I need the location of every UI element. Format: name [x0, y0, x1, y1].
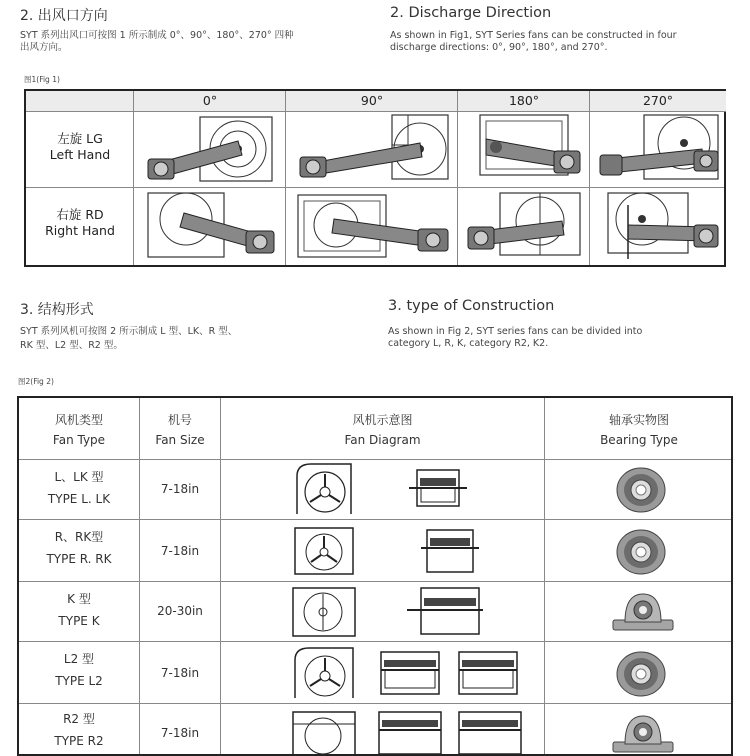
table-row-r2-type — [19, 708, 139, 752]
section-2-cn-desc: SYT 系列出风口可按图 1 所示制成 0°、90°、180°、270° 四种出风方向。 — [20, 30, 294, 53]
header-fan-type-en: Fan Type — [52, 433, 106, 447]
type-r2-front-diagram-b — [455, 708, 525, 754]
bearing-r2-icon — [609, 710, 677, 754]
lg-270-diagram — [598, 113, 722, 183]
fig2-table — [17, 396, 733, 756]
size-r: 7-18in — [160, 544, 200, 558]
section-2-en-title: 2. Discharge Direction — [390, 5, 552, 21]
fig1-table — [24, 89, 726, 267]
fig1-angle-270: 270° — [590, 91, 726, 112]
header-fan-diagram-cn: 风机示意图 — [352, 413, 413, 427]
section-2-en-desc-1: As shown in Fig1, SYT Series fans can be constructed in four — [390, 30, 677, 41]
rd-270-diagram — [598, 191, 722, 261]
right-hand-label — [26, 207, 134, 239]
section-3-cn-title: 3. 结构形式 — [20, 302, 94, 318]
type-r2-front-diagram-a — [375, 708, 445, 754]
fig1-angle-90: 90° — [286, 91, 458, 112]
lg-90-diagram — [296, 113, 452, 183]
section-2-en-desc-2: discharge directions: 0°, 90°, 180°, and 270°. — [390, 42, 608, 53]
left-hand-en: Left Hand — [49, 147, 111, 162]
bearing-l2-icon — [611, 648, 671, 698]
section-3-en-desc-1: As shown in Fig 2, SYT series fans can be divided into — [388, 326, 643, 337]
type-k-cn: K 型 — [67, 592, 91, 606]
header-bearing-type-en: Bearing Type — [600, 433, 678, 447]
size-k: 20-30in — [157, 604, 203, 618]
header-fan-diagram-en: Fan Diagram — [344, 433, 421, 447]
section-2-cn-title: 2. 出风口方向 — [20, 8, 108, 24]
rd-90-diagram — [294, 193, 452, 261]
header-fan-diagram — [221, 410, 544, 450]
header-bearing-type — [545, 410, 733, 450]
bearing-k-icon — [609, 588, 677, 634]
type-r-front-diagram — [419, 526, 481, 576]
header-fan-size-cn: 机号 — [167, 413, 192, 427]
fig1-corner — [26, 91, 134, 112]
fig1-angle-180: 180° — [458, 91, 590, 112]
rd-0-diagram — [144, 191, 278, 261]
left-hand-label — [26, 131, 134, 163]
table-row-r-type — [19, 526, 139, 570]
left-hand-cn: 左旋 LG — [57, 131, 103, 146]
size-r2: 7-18in — [160, 726, 200, 740]
type-l2-en: TYPE L2 — [55, 674, 103, 688]
fig1-angle-0: 0° — [134, 91, 286, 112]
table-row-k-type — [19, 588, 139, 632]
header-bearing-type-cn: 轴承实物图 — [608, 413, 669, 427]
header-fan-type-cn: 风机类型 — [54, 413, 103, 427]
type-r2-side-diagram — [289, 708, 361, 754]
section-3-en-title: 3. type of Construction — [388, 298, 555, 314]
type-l-en: TYPE L. LK — [47, 492, 111, 506]
right-hand-en: Right Hand — [45, 223, 115, 238]
type-r2-cn: R2 型 — [63, 712, 95, 726]
header-fan-size-en: Fan Size — [155, 433, 205, 447]
lg-0-diagram — [144, 115, 278, 183]
type-l2-cn: L2 型 — [63, 652, 95, 666]
type-r2-en: TYPE R2 — [54, 734, 104, 748]
header-fan-type — [19, 410, 139, 450]
lg-180-diagram — [466, 113, 584, 183]
header-fan-size — [140, 410, 220, 450]
type-k-en: TYPE K — [58, 614, 100, 628]
type-l-cn: L、LK 型 — [54, 470, 104, 484]
type-k-side-diagram — [289, 586, 361, 638]
type-l-side-diagram — [291, 462, 361, 516]
size-l: 7-18in — [160, 482, 200, 496]
type-r-en: TYPE R. RK — [46, 552, 112, 566]
size-l2: 7-18in — [160, 666, 200, 680]
bearing-l-icon — [611, 464, 671, 514]
type-r-cn: R、RK型 — [54, 530, 104, 544]
bearing-r-icon — [611, 526, 671, 576]
fig2-label: 图2(Fig 2) — [18, 377, 54, 386]
type-l2-side-diagram — [289, 646, 361, 700]
rd-180-diagram — [466, 191, 584, 261]
type-r-side-diagram — [291, 524, 361, 578]
section-3-en-desc-2: category L, R, K, category R2, K2. — [388, 338, 549, 349]
right-hand-cn: 右旋 RD — [56, 207, 104, 222]
type-l2-front-diagram-b — [455, 648, 521, 698]
type-l2-front-diagram-a — [377, 648, 443, 698]
table-row-l-type — [19, 466, 139, 510]
section-3-cn-desc-2: RK 型、L2 型、R2 型。 — [20, 340, 123, 351]
type-l-front-diagram — [407, 466, 469, 514]
table-row-l2-type — [19, 648, 139, 692]
section-3-cn-desc-1: SYT 系列风机可按图 2 所示制成 L 型、LK、R 型、 — [20, 326, 238, 337]
fig1-label: 图1(Fig 1) — [24, 75, 60, 84]
type-k-front-diagram — [405, 584, 485, 638]
